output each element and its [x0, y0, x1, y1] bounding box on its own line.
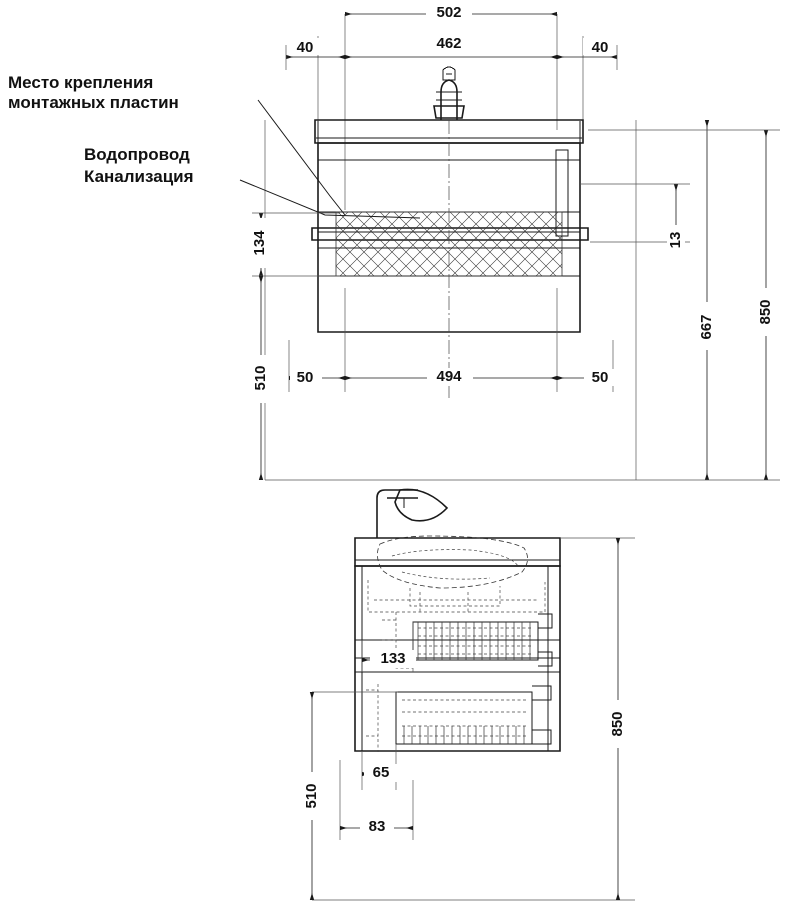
- countertop-side: [355, 538, 560, 566]
- dim-13: [580, 184, 690, 255]
- annotation-mount-plates-line1: Место крепления: [8, 73, 154, 92]
- dim-494-label: 494: [436, 367, 462, 385]
- dim-502: [345, 4, 557, 21]
- dim-40-left-label: 40: [296, 38, 314, 56]
- basin-hidden-outline: [368, 536, 545, 612]
- dim-40-right: [557, 38, 617, 70]
- dim-133-label: 133: [380, 649, 406, 667]
- dim-65-label: 65: [372, 763, 390, 781]
- dim-850-side-label: 850: [608, 711, 626, 737]
- dim-462-label: 462: [436, 34, 462, 52]
- dim-667: [697, 120, 717, 480]
- dim-row-bottom-front: [289, 288, 616, 392]
- dim-13-label: 13: [666, 231, 684, 249]
- dim-510-side: [302, 692, 398, 900]
- annotation-plumbing-line2: Канализация: [84, 167, 194, 186]
- dim-510-front: [251, 276, 271, 480]
- annotation-leaders: [240, 100, 420, 218]
- dim-40-left: [286, 38, 345, 70]
- dim-462: [345, 33, 557, 57]
- faucet-front: [434, 67, 464, 120]
- dim-850-side: [312, 538, 635, 900]
- dim-510-side-label: 510: [302, 783, 320, 809]
- dim-134: [250, 213, 340, 276]
- dim-50-left-label: 50: [296, 368, 314, 386]
- dim-134-label: 134: [250, 230, 268, 256]
- dim-50-right-label: 50: [591, 368, 609, 386]
- dim-40-right-label: 40: [591, 38, 609, 56]
- annotation-plumbing-line1: Водопровод: [84, 145, 190, 164]
- dim-133: [362, 622, 416, 672]
- drawer-lower-side: [366, 684, 551, 752]
- dim-83-label: 83: [368, 817, 386, 835]
- dim-850-front-label: 850: [756, 299, 774, 325]
- dim-510-front-label: 510: [251, 365, 269, 391]
- faucet-side: [372, 489, 447, 538]
- dim-667-label: 667: [697, 314, 715, 340]
- dim-502-label: 502: [436, 3, 462, 21]
- annotation-mount-plates-line2: монтажных пластин: [8, 93, 179, 112]
- cabinet-body-front: [312, 143, 588, 332]
